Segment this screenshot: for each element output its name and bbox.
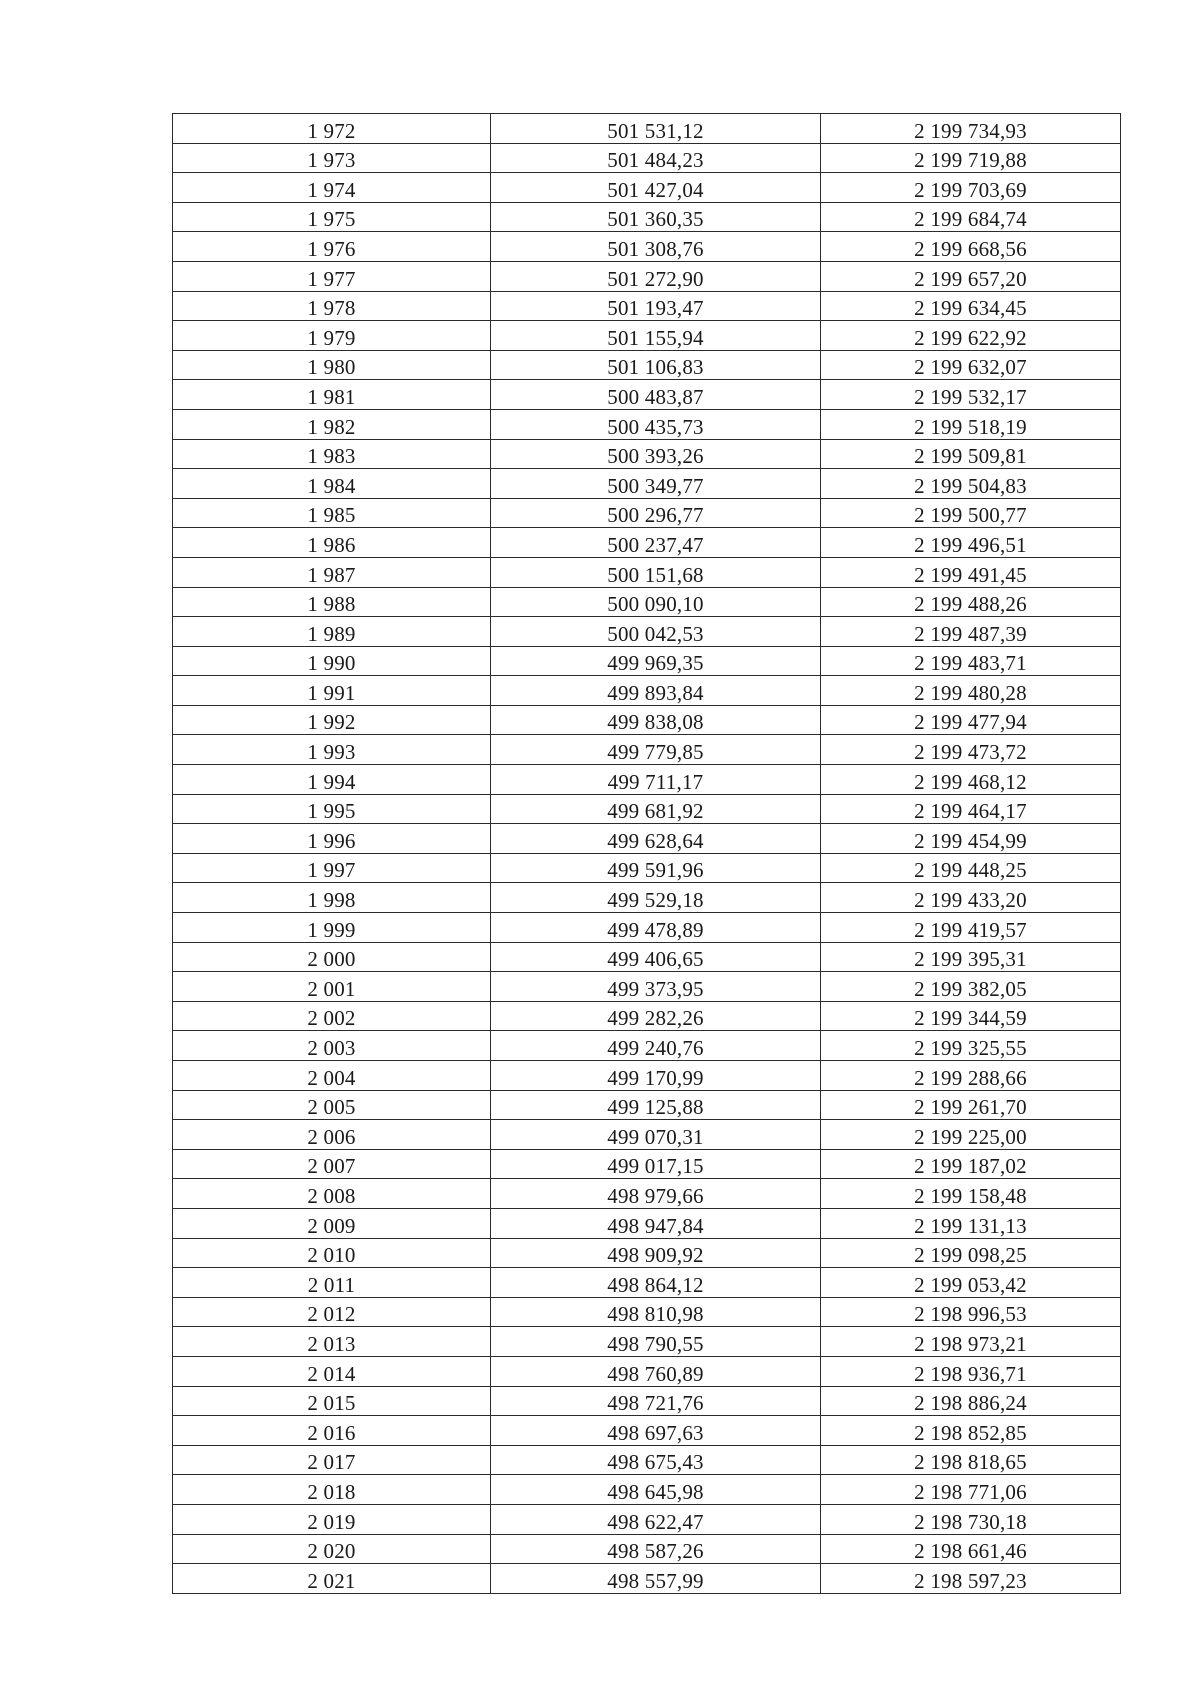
point-number-cell: 1 978: [173, 291, 491, 321]
point-number-cell: 2 017: [173, 1445, 491, 1475]
y-coordinate-cell: 2 199 131,13: [821, 1208, 1121, 1238]
x-coordinate-cell: 499 478,89: [491, 913, 821, 943]
table-row: [173, 469, 1121, 499]
y-coordinate-cell: 2 199 419,57: [821, 913, 1121, 943]
x-coordinate-cell: 499 070,31: [491, 1120, 821, 1150]
y-coordinate-cell: 2 198 661,46: [821, 1534, 1121, 1564]
x-coordinate-cell: 501 308,76: [491, 232, 821, 262]
table-row: [173, 1386, 1121, 1416]
table-row: [173, 1208, 1121, 1238]
x-coordinate-cell: 498 721,76: [491, 1386, 821, 1416]
point-number-cell: 2 018: [173, 1475, 491, 1505]
point-number-cell: 1 999: [173, 913, 491, 943]
table-row: [173, 1327, 1121, 1357]
point-number-cell: 1 983: [173, 439, 491, 469]
y-coordinate-cell: 2 198 996,53: [821, 1297, 1121, 1327]
point-number-cell: 2 009: [173, 1208, 491, 1238]
x-coordinate-cell: 501 106,83: [491, 350, 821, 380]
x-coordinate-cell: 499 591,96: [491, 853, 821, 883]
point-number-cell: 1 972: [173, 114, 491, 144]
point-number-cell: 1 987: [173, 557, 491, 587]
y-coordinate-cell: 2 199 187,02: [821, 1149, 1121, 1179]
point-number-cell: 1 973: [173, 143, 491, 173]
y-coordinate-cell: 2 199 433,20: [821, 883, 1121, 913]
point-number-cell: 2 005: [173, 1090, 491, 1120]
table-row: [173, 1031, 1121, 1061]
point-number-cell: 2 007: [173, 1149, 491, 1179]
y-coordinate-cell: 2 199 487,39: [821, 617, 1121, 647]
table-row: [173, 587, 1121, 617]
table-row: [173, 1504, 1121, 1534]
table-row: [173, 1061, 1121, 1091]
y-coordinate-cell: 2 199 488,26: [821, 587, 1121, 617]
table-row: [173, 528, 1121, 558]
table-row: [173, 646, 1121, 676]
y-coordinate-cell: 2 199 634,45: [821, 291, 1121, 321]
y-coordinate-cell: 2 199 734,93: [821, 114, 1121, 144]
table-row: [173, 824, 1121, 854]
y-coordinate-cell: 2 199 325,55: [821, 1031, 1121, 1061]
point-number-cell: 1 988: [173, 587, 491, 617]
x-coordinate-cell: 501 155,94: [491, 321, 821, 351]
point-number-cell: 1 995: [173, 794, 491, 824]
table-row: [173, 1268, 1121, 1298]
y-coordinate-cell: 2 199 622,92: [821, 321, 1121, 351]
coordinates-table-body: [173, 114, 1121, 1594]
y-coordinate-cell: 2 199 480,28: [821, 676, 1121, 706]
x-coordinate-cell: 498 697,63: [491, 1416, 821, 1446]
table-row: [173, 765, 1121, 795]
point-number-cell: 2 001: [173, 972, 491, 1002]
point-number-cell: 1 974: [173, 173, 491, 203]
x-coordinate-cell: 501 272,90: [491, 261, 821, 291]
table-row: [173, 676, 1121, 706]
point-number-cell: 1 984: [173, 469, 491, 499]
table-row: [173, 1001, 1121, 1031]
y-coordinate-cell: 2 198 597,23: [821, 1564, 1121, 1594]
table-row: [173, 1564, 1121, 1594]
table-row: [173, 114, 1121, 144]
point-number-cell: 2 011: [173, 1268, 491, 1298]
table-row: [173, 794, 1121, 824]
point-number-cell: 2 013: [173, 1327, 491, 1357]
point-number-cell: 1 996: [173, 824, 491, 854]
table-row: [173, 350, 1121, 380]
table-row: [173, 853, 1121, 883]
x-coordinate-cell: 499 373,95: [491, 972, 821, 1002]
y-coordinate-cell: 2 199 504,83: [821, 469, 1121, 499]
y-coordinate-cell: 2 198 818,65: [821, 1445, 1121, 1475]
table-row: [173, 143, 1121, 173]
y-coordinate-cell: 2 198 771,06: [821, 1475, 1121, 1505]
table-row: [173, 1297, 1121, 1327]
point-number-cell: 1 981: [173, 380, 491, 410]
y-coordinate-cell: 2 199 382,05: [821, 972, 1121, 1002]
point-number-cell: 1 975: [173, 202, 491, 232]
point-number-cell: 2 021: [173, 1564, 491, 1594]
table-row: [173, 321, 1121, 351]
y-coordinate-cell: 2 199 632,07: [821, 350, 1121, 380]
point-number-cell: 2 003: [173, 1031, 491, 1061]
point-number-cell: 1 986: [173, 528, 491, 558]
table-row: [173, 261, 1121, 291]
x-coordinate-cell: 500 042,53: [491, 617, 821, 647]
point-number-cell: 1 979: [173, 321, 491, 351]
table-row: [173, 942, 1121, 972]
x-coordinate-cell: 500 349,77: [491, 469, 821, 499]
point-number-cell: 2 004: [173, 1061, 491, 1091]
x-coordinate-cell: 498 587,26: [491, 1534, 821, 1564]
x-coordinate-cell: 498 675,43: [491, 1445, 821, 1475]
x-coordinate-cell: 501 427,04: [491, 173, 821, 203]
table-row: [173, 498, 1121, 528]
point-number-cell: 2 000: [173, 942, 491, 972]
x-coordinate-cell: 500 151,68: [491, 557, 821, 587]
y-coordinate-cell: 2 199 703,69: [821, 173, 1121, 203]
y-coordinate-cell: 2 199 518,19: [821, 409, 1121, 439]
table-row: [173, 1534, 1121, 1564]
point-number-cell: 1 985: [173, 498, 491, 528]
y-coordinate-cell: 2 199 448,25: [821, 853, 1121, 883]
table-row: [173, 1445, 1121, 1475]
x-coordinate-cell: 499 240,76: [491, 1031, 821, 1061]
table-row: [173, 1149, 1121, 1179]
y-coordinate-cell: 2 199 225,00: [821, 1120, 1121, 1150]
x-coordinate-cell: 500 090,10: [491, 587, 821, 617]
x-coordinate-cell: 499 125,88: [491, 1090, 821, 1120]
table-row: [173, 617, 1121, 647]
x-coordinate-cell: 499 779,85: [491, 735, 821, 765]
x-coordinate-cell: 498 864,12: [491, 1268, 821, 1298]
x-coordinate-cell: 498 645,98: [491, 1475, 821, 1505]
y-coordinate-cell: 2 199 509,81: [821, 439, 1121, 469]
x-coordinate-cell: 499 170,99: [491, 1061, 821, 1091]
point-number-cell: 2 006: [173, 1120, 491, 1150]
x-coordinate-cell: 500 237,47: [491, 528, 821, 558]
x-coordinate-cell: 499 529,18: [491, 883, 821, 913]
y-coordinate-cell: 2 199 483,71: [821, 646, 1121, 676]
x-coordinate-cell: 500 393,26: [491, 439, 821, 469]
point-number-cell: 2 002: [173, 1001, 491, 1031]
x-coordinate-cell: 498 557,99: [491, 1564, 821, 1594]
table-row: [173, 705, 1121, 735]
point-number-cell: 1 993: [173, 735, 491, 765]
x-coordinate-cell: 501 484,23: [491, 143, 821, 173]
x-coordinate-cell: 498 947,84: [491, 1208, 821, 1238]
y-coordinate-cell: 2 198 973,21: [821, 1327, 1121, 1357]
x-coordinate-cell: 498 790,55: [491, 1327, 821, 1357]
y-coordinate-cell: 2 199 500,77: [821, 498, 1121, 528]
point-number-cell: 1 977: [173, 261, 491, 291]
y-coordinate-cell: 2 199 288,66: [821, 1061, 1121, 1091]
table-row: [173, 1475, 1121, 1505]
y-coordinate-cell: 2 199 532,17: [821, 380, 1121, 410]
point-number-cell: 2 016: [173, 1416, 491, 1446]
x-coordinate-cell: 498 909,92: [491, 1238, 821, 1268]
table-row: [173, 1090, 1121, 1120]
x-coordinate-cell: 499 628,64: [491, 824, 821, 854]
y-coordinate-cell: 2 198 852,85: [821, 1416, 1121, 1446]
point-number-cell: 1 990: [173, 646, 491, 676]
x-coordinate-cell: 499 838,08: [491, 705, 821, 735]
point-number-cell: 1 976: [173, 232, 491, 262]
y-coordinate-cell: 2 199 344,59: [821, 1001, 1121, 1031]
y-coordinate-cell: 2 199 719,88: [821, 143, 1121, 173]
point-number-cell: 2 019: [173, 1504, 491, 1534]
table-row: [173, 1356, 1121, 1386]
table-row: [173, 972, 1121, 1002]
table-row: [173, 735, 1121, 765]
table-row: [173, 232, 1121, 262]
y-coordinate-cell: 2 199 496,51: [821, 528, 1121, 558]
y-coordinate-cell: 2 199 491,45: [821, 557, 1121, 587]
y-coordinate-cell: 2 199 684,74: [821, 202, 1121, 232]
table-row: [173, 1238, 1121, 1268]
y-coordinate-cell: 2 199 657,20: [821, 261, 1121, 291]
x-coordinate-cell: 499 893,84: [491, 676, 821, 706]
y-coordinate-cell: 2 199 454,99: [821, 824, 1121, 854]
x-coordinate-cell: 499 017,15: [491, 1149, 821, 1179]
table-row: [173, 557, 1121, 587]
point-number-cell: 2 012: [173, 1297, 491, 1327]
table-row: [173, 291, 1121, 321]
point-number-cell: 2 008: [173, 1179, 491, 1209]
coordinates-table: [172, 113, 1121, 1594]
point-number-cell: 1 992: [173, 705, 491, 735]
x-coordinate-cell: 498 622,47: [491, 1504, 821, 1534]
point-number-cell: 1 991: [173, 676, 491, 706]
table-row: [173, 1120, 1121, 1150]
table-row: [173, 439, 1121, 469]
y-coordinate-cell: 2 199 098,25: [821, 1238, 1121, 1268]
y-coordinate-cell: 2 199 473,72: [821, 735, 1121, 765]
y-coordinate-cell: 2 199 261,70: [821, 1090, 1121, 1120]
point-number-cell: 1 998: [173, 883, 491, 913]
x-coordinate-cell: 498 810,98: [491, 1297, 821, 1327]
x-coordinate-cell: 501 193,47: [491, 291, 821, 321]
x-coordinate-cell: 501 360,35: [491, 202, 821, 232]
y-coordinate-cell: 2 198 730,18: [821, 1504, 1121, 1534]
y-coordinate-cell: 2 199 668,56: [821, 232, 1121, 262]
point-number-cell: 1 982: [173, 409, 491, 439]
table-row: [173, 883, 1121, 913]
point-number-cell: 1 997: [173, 853, 491, 883]
table-row: [173, 1416, 1121, 1446]
x-coordinate-cell: 501 531,12: [491, 114, 821, 144]
y-coordinate-cell: 2 198 886,24: [821, 1386, 1121, 1416]
x-coordinate-cell: 499 681,92: [491, 794, 821, 824]
x-coordinate-cell: 498 979,66: [491, 1179, 821, 1209]
y-coordinate-cell: 2 199 468,12: [821, 765, 1121, 795]
y-coordinate-cell: 2 199 464,17: [821, 794, 1121, 824]
point-number-cell: 1 980: [173, 350, 491, 380]
point-number-cell: 2 015: [173, 1386, 491, 1416]
y-coordinate-cell: 2 199 158,48: [821, 1179, 1121, 1209]
table-row: [173, 1179, 1121, 1209]
y-coordinate-cell: 2 199 395,31: [821, 942, 1121, 972]
point-number-cell: 1 989: [173, 617, 491, 647]
table-row: [173, 173, 1121, 203]
y-coordinate-cell: 2 199 053,42: [821, 1268, 1121, 1298]
x-coordinate-cell: 499 711,17: [491, 765, 821, 795]
x-coordinate-cell: 499 282,26: [491, 1001, 821, 1031]
table-row: [173, 409, 1121, 439]
y-coordinate-cell: 2 198 936,71: [821, 1356, 1121, 1386]
point-number-cell: 2 014: [173, 1356, 491, 1386]
point-number-cell: 2 010: [173, 1238, 491, 1268]
y-coordinate-cell: 2 199 477,94: [821, 705, 1121, 735]
x-coordinate-cell: 499 406,65: [491, 942, 821, 972]
x-coordinate-cell: 500 296,77: [491, 498, 821, 528]
table-row: [173, 380, 1121, 410]
x-coordinate-cell: 500 435,73: [491, 409, 821, 439]
point-number-cell: 2 020: [173, 1534, 491, 1564]
x-coordinate-cell: 500 483,87: [491, 380, 821, 410]
table-row: [173, 202, 1121, 232]
x-coordinate-cell: 498 760,89: [491, 1356, 821, 1386]
x-coordinate-cell: 499 969,35: [491, 646, 821, 676]
point-number-cell: 1 994: [173, 765, 491, 795]
table-row: [173, 913, 1121, 943]
